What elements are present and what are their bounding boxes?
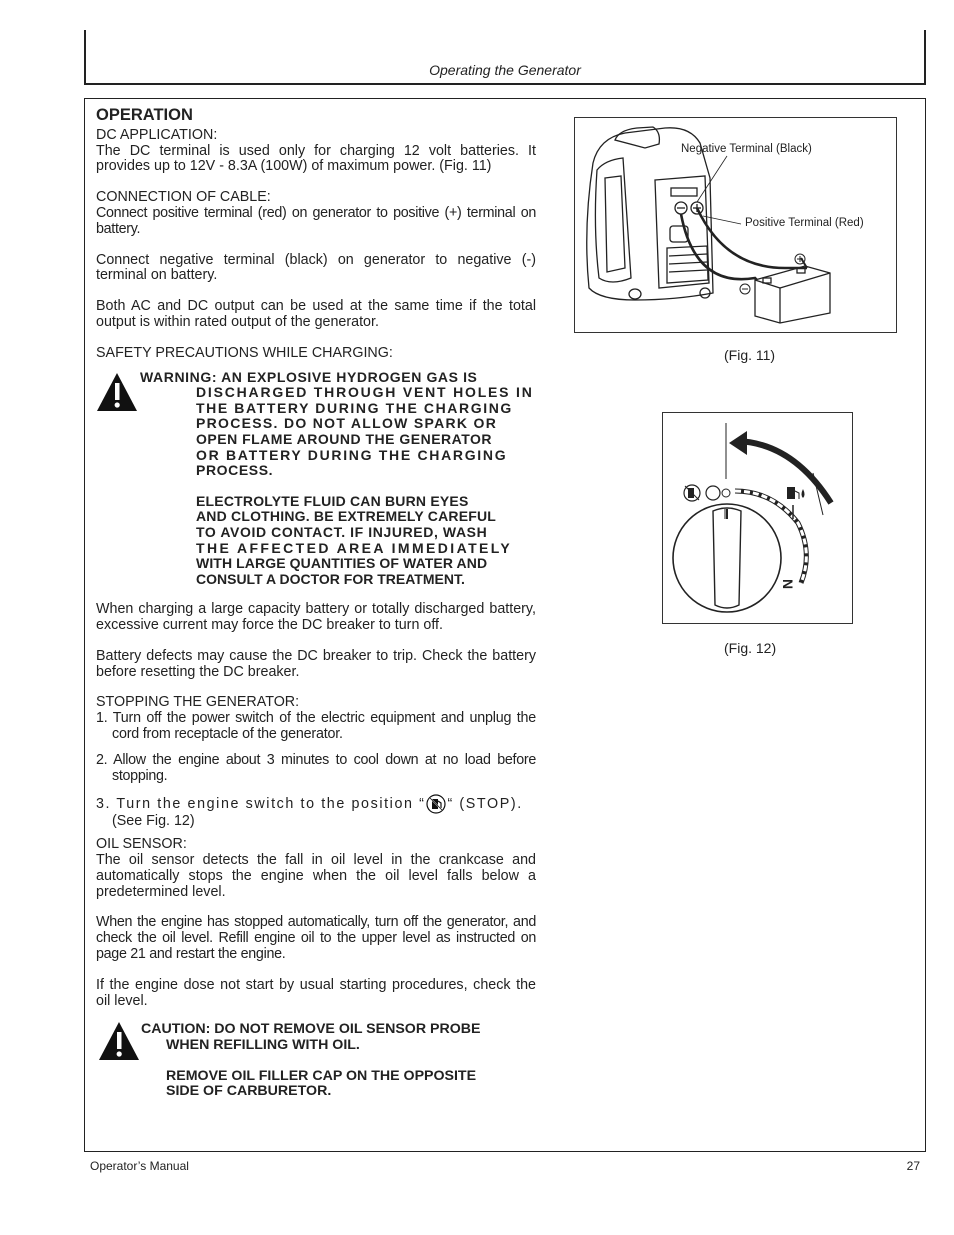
- dc-application-title: DC APPLICATION:: [96, 126, 218, 143]
- step3-see-fig: (See Fig. 12): [112, 813, 195, 830]
- step3-text: 3. Turn the engine switch to the position “: [96, 796, 426, 813]
- svg-text:N: N: [780, 579, 796, 590]
- caution-line: SIDE OF CARBURETOR.: [166, 1083, 332, 1100]
- safety-title: SAFETY PRECAUTIONS WHILE CHARGING:: [96, 344, 393, 361]
- connection-title: CONNECTION OF CABLE:: [96, 189, 271, 206]
- negative-terminal-label: Negative Terminal (Black): [681, 143, 812, 155]
- stopping-step: 1. Turn off the power switch of the electric equipment and unplug the cord from receptacle of the generator.: [96, 710, 536, 743]
- stopping-step: 2. Allow the engine about 3 minutes to cool down at no load before stopping.: [96, 751, 536, 784]
- warning-line: THE BATTERY DURING THE CHARGING: [196, 399, 513, 416]
- stopping-steps: [96, 711, 536, 830]
- connection-text-negative: Connect negative terminal (black) on generator to negative (-) terminal on battery.: [96, 251, 536, 284]
- fig11-caption: (Fig. 11): [724, 347, 776, 363]
- warning-line: WITH LARGE QUANTITIES OF WATER AND: [196, 555, 488, 572]
- battery-defects-text: Battery defects may cause the DC breaker to trip. Check the battery before resetting the DC breaker.: [96, 647, 536, 680]
- connection-text-positive: Connect positive terminal (red) on generator to positive (+) terminal on battery.: [96, 204, 536, 237]
- warning-line: OPEN FLAME AROUND THE GENERATOR: [196, 430, 493, 447]
- section-title: Operating the Generator: [429, 62, 581, 78]
- caution-line: REMOVE OIL FILLER CAP ON THE OPPOSITE: [166, 1067, 477, 1084]
- warning-line: DISCHARGED THROUGH VENT HOLES IN: [196, 384, 534, 401]
- caution-icon: [98, 1021, 140, 1061]
- dc-application-text: The DC terminal is used only for charging 12 volt batteries. It provides up to 12V - 8.3A (100W) of maximum power. (Fig. 11): [96, 142, 536, 175]
- caution-block: [96, 1022, 536, 1099]
- fuel-stop-icon: [426, 794, 446, 814]
- warning-line: THE AFFECTED AREA IMMEDIATELY: [196, 539, 513, 556]
- oil-sensor-title: OIL SENSOR:: [96, 836, 187, 853]
- oil-sensor-text-2: When the engine has stopped automatically, turn off the generator, and check the oil level. Refill engine oil to the upper level as instructed on page 21 and restart the engine.: [96, 914, 536, 963]
- warning-line: TO AVOID CONTACT. IF INJURED, WASH: [196, 523, 488, 540]
- operation-heading: OPERATION: [96, 106, 193, 124]
- warning-line: PROCESS.: [196, 462, 274, 479]
- caution-line: CAUTION: DO NOT REMOVE OIL SENSOR PROBE: [141, 1021, 481, 1038]
- warning-line: OR BATTERY DURING THE CHARGING: [196, 446, 508, 463]
- warning-line: CONSULT A DOCTOR FOR TREATMENT.: [196, 570, 465, 587]
- figure-12: [662, 412, 853, 624]
- warning-block: [96, 370, 536, 588]
- figure-11: [574, 117, 897, 333]
- stopping-step-3: [96, 794, 536, 830]
- step3-stop: “ (STOP).: [447, 796, 523, 813]
- oil-sensor-text-3: If the engine dose not start by usual starting procedures, check the oil level.: [96, 976, 536, 1009]
- warning-line: ELECTROLYTE FLUID CAN BURN EYES: [196, 492, 469, 509]
- positive-terminal-label: Positive Terminal (Red): [745, 217, 864, 229]
- text-column: [96, 108, 536, 1100]
- stopping-title: STOPPING THE GENERATOR:: [96, 694, 300, 711]
- warning-icon: [96, 372, 138, 412]
- page-number: 27: [906, 1159, 920, 1173]
- fig12-caption: (Fig. 12): [724, 640, 777, 656]
- warning-line: WARNING: AN EXPLOSIVE HYDROGEN GAS IS: [140, 368, 478, 385]
- charging-text: When charging a large capacity battery or totally discharged battery, excessive current may force the DC breaker to turn off.: [96, 601, 536, 634]
- engine-switch-dial-illustration: [663, 413, 851, 622]
- warning-line: PROCESS. DO NOT ALLOW SPARK OR: [196, 415, 498, 432]
- oil-sensor-text-1: The oil sensor detects the fall in oil level in the crankcase and automatically stops the engine when the oil level falls below a predetermined level.: [96, 852, 536, 900]
- caution-line: WHEN REFILLING WITH OIL.: [166, 1037, 360, 1054]
- footer-manual-title: Operator’s Manual: [90, 1159, 189, 1173]
- warning-line: AND CLOTHING. BE EXTREMELY CAREFUL: [196, 508, 497, 525]
- both-output-text: Both AC and DC output can be used at the same time if the total output is within rated output of the generator.: [96, 298, 536, 330]
